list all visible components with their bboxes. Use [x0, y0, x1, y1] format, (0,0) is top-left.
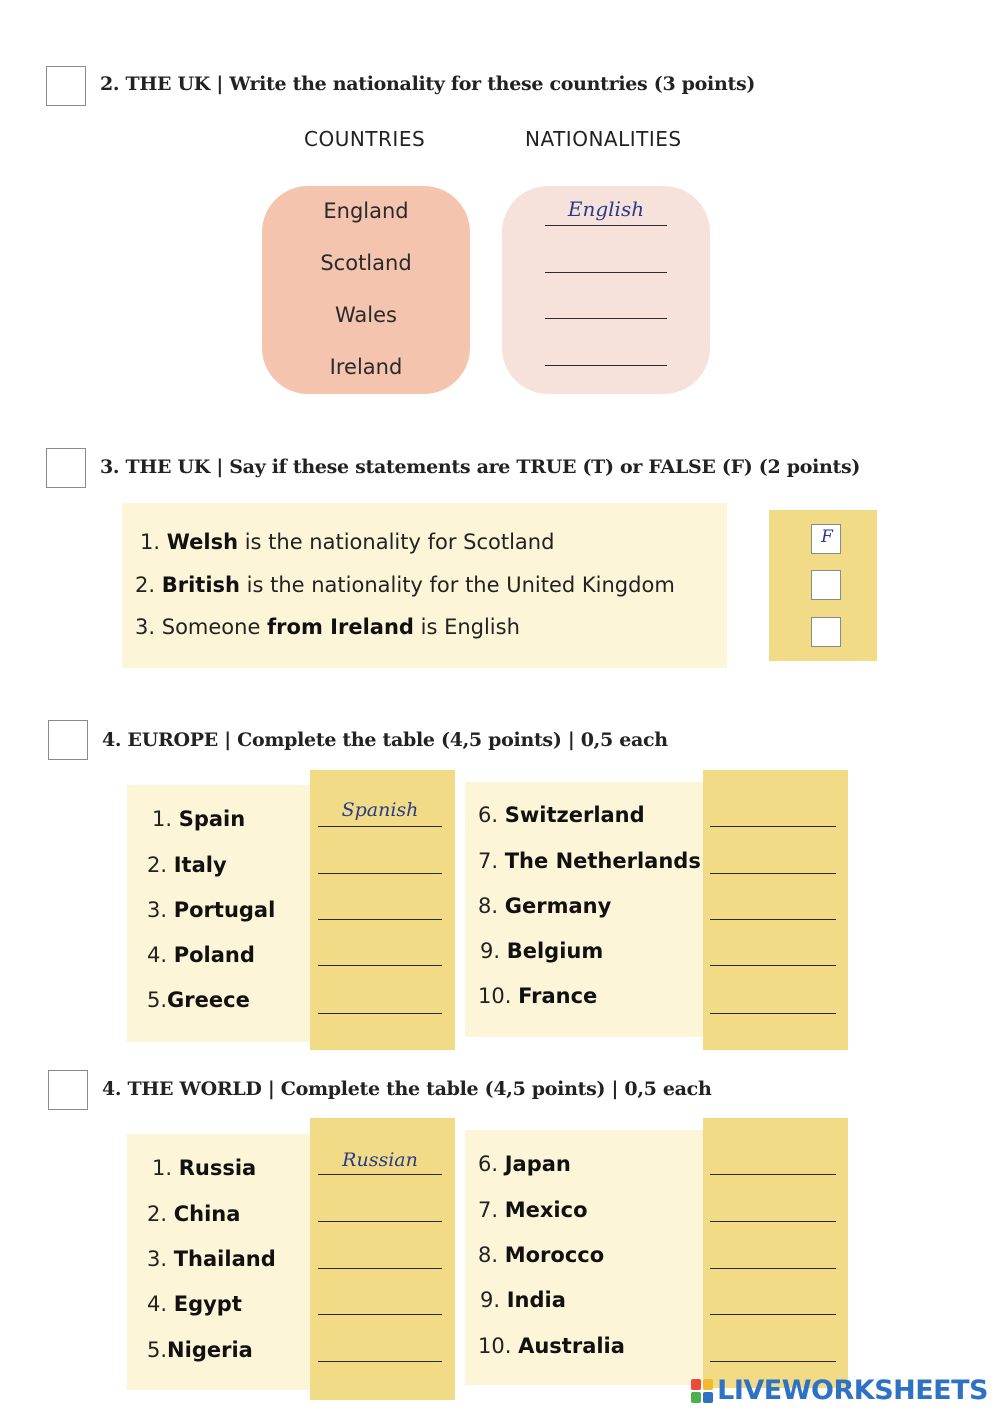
world-item-7: 7. Mexico	[478, 1198, 588, 1222]
country-ireland: Ireland	[329, 355, 403, 379]
world-answer-line-1[interactable]	[318, 1174, 442, 1175]
country-england: England	[323, 199, 409, 223]
europe-item-2: 2. Italy	[147, 853, 227, 877]
world-answer-line-9[interactable]	[710, 1314, 836, 1315]
europe-item-8: 8. Germany	[478, 894, 612, 918]
liveworksheets-logo-text: LIVEWORKSHEETS	[717, 1375, 988, 1406]
world-item-1: 1. Russia	[152, 1156, 257, 1180]
europe-item-10: 10. France	[478, 984, 598, 1008]
statement-1: 1. Welsh is the nationality for Scotland	[140, 530, 555, 554]
tf-answer-box-3[interactable]	[811, 617, 841, 647]
score-box-section-3[interactable]	[46, 448, 86, 488]
country-scotland: Scotland	[320, 251, 412, 275]
europe-item-6: 6. Switzerland	[478, 803, 645, 827]
nationality-answer-line-3[interactable]	[545, 318, 667, 319]
liveworksheets-logo[interactable]	[691, 1375, 988, 1406]
tf-answer-box-2[interactable]	[811, 570, 841, 600]
europe-answer-line-6[interactable]	[710, 826, 836, 827]
nationality-answer-line-4[interactable]	[545, 365, 667, 366]
section-5-heading: 4. THE WORLD | Complete the table (4,5 points) | 0,5 each	[102, 1078, 712, 1100]
world-item-2: 2. China	[147, 1202, 241, 1226]
statement-3: 3. Someone from Ireland is English	[135, 615, 520, 639]
world-item-9: 9. India	[480, 1288, 566, 1312]
europe-answer-line-10[interactable]	[710, 1013, 836, 1014]
nationality-answer-line-2[interactable]	[545, 272, 667, 273]
section-4-heading: 4. EUROPE | Complete the table (4,5 points) | 0,5 each	[102, 729, 668, 751]
score-box-section-5[interactable]	[48, 1070, 88, 1110]
world-right-answer-column	[703, 1118, 848, 1388]
score-box-section-4[interactable]	[48, 720, 88, 760]
world-answer-line-3[interactable]	[318, 1268, 442, 1269]
europe-answer-1[interactable]: Spanish	[341, 799, 419, 821]
europe-item-7: 7. The Netherlands	[478, 849, 701, 873]
section-2-heading: 2. THE UK | Write the nationality for these countries (3 points)	[100, 73, 756, 95]
nationality-answer-1[interactable]: English	[567, 197, 645, 221]
world-item-6: 6. Japan	[478, 1152, 571, 1176]
europe-answer-line-4[interactable]	[318, 965, 442, 966]
countries-column-header: COUNTRIES	[304, 127, 426, 151]
world-item-3: 3. Thailand	[147, 1247, 276, 1271]
world-answer-line-4[interactable]	[318, 1314, 442, 1315]
world-answer-line-10[interactable]	[710, 1361, 836, 1362]
statement-2: 2. British is the nationality for the United Kingdom	[135, 573, 675, 597]
world-item-5: 5.Nigeria	[147, 1338, 253, 1362]
liveworksheets-logo-icon	[691, 1379, 713, 1403]
world-answer-line-6[interactable]	[710, 1174, 836, 1175]
world-answer-line-5[interactable]	[318, 1361, 442, 1362]
europe-right-answer-column	[703, 770, 848, 1050]
tf-answer-box-1[interactable]: F	[811, 524, 841, 554]
europe-answer-line-2[interactable]	[318, 873, 442, 874]
score-box-section-2[interactable]	[46, 66, 86, 106]
nationality-answer-line-1[interactable]	[545, 225, 667, 226]
world-answer-line-7[interactable]	[710, 1221, 836, 1222]
europe-answer-line-5[interactable]	[318, 1013, 442, 1014]
europe-item-4: 4. Poland	[147, 943, 255, 967]
nationalities-column-header: NATIONALITIES	[525, 127, 682, 151]
world-answer-1[interactable]: Russian	[342, 1149, 418, 1171]
section-3-heading: 3. THE UK | Say if these statements are TRUE (T) or FALSE (F) (2 points)	[100, 456, 861, 478]
europe-item-1: 1. Spain	[152, 807, 246, 831]
world-answer-line-8[interactable]	[710, 1268, 836, 1269]
europe-item-5: 5.Greece	[147, 988, 250, 1012]
world-item-10: 10. Australia	[478, 1334, 625, 1358]
europe-item-9: 9. Belgium	[480, 939, 604, 963]
world-item-4: 4. Egypt	[147, 1292, 242, 1316]
europe-answer-line-9[interactable]	[710, 965, 836, 966]
world-item-8: 8. Morocco	[478, 1243, 605, 1267]
europe-item-3: 3. Portugal	[147, 898, 276, 922]
europe-answer-line-1[interactable]	[318, 826, 442, 827]
europe-answer-line-3[interactable]	[318, 919, 442, 920]
world-answer-line-2[interactable]	[318, 1221, 442, 1222]
country-wales: Wales	[335, 303, 397, 327]
europe-answer-line-7[interactable]	[710, 873, 836, 874]
europe-answer-line-8[interactable]	[710, 919, 836, 920]
